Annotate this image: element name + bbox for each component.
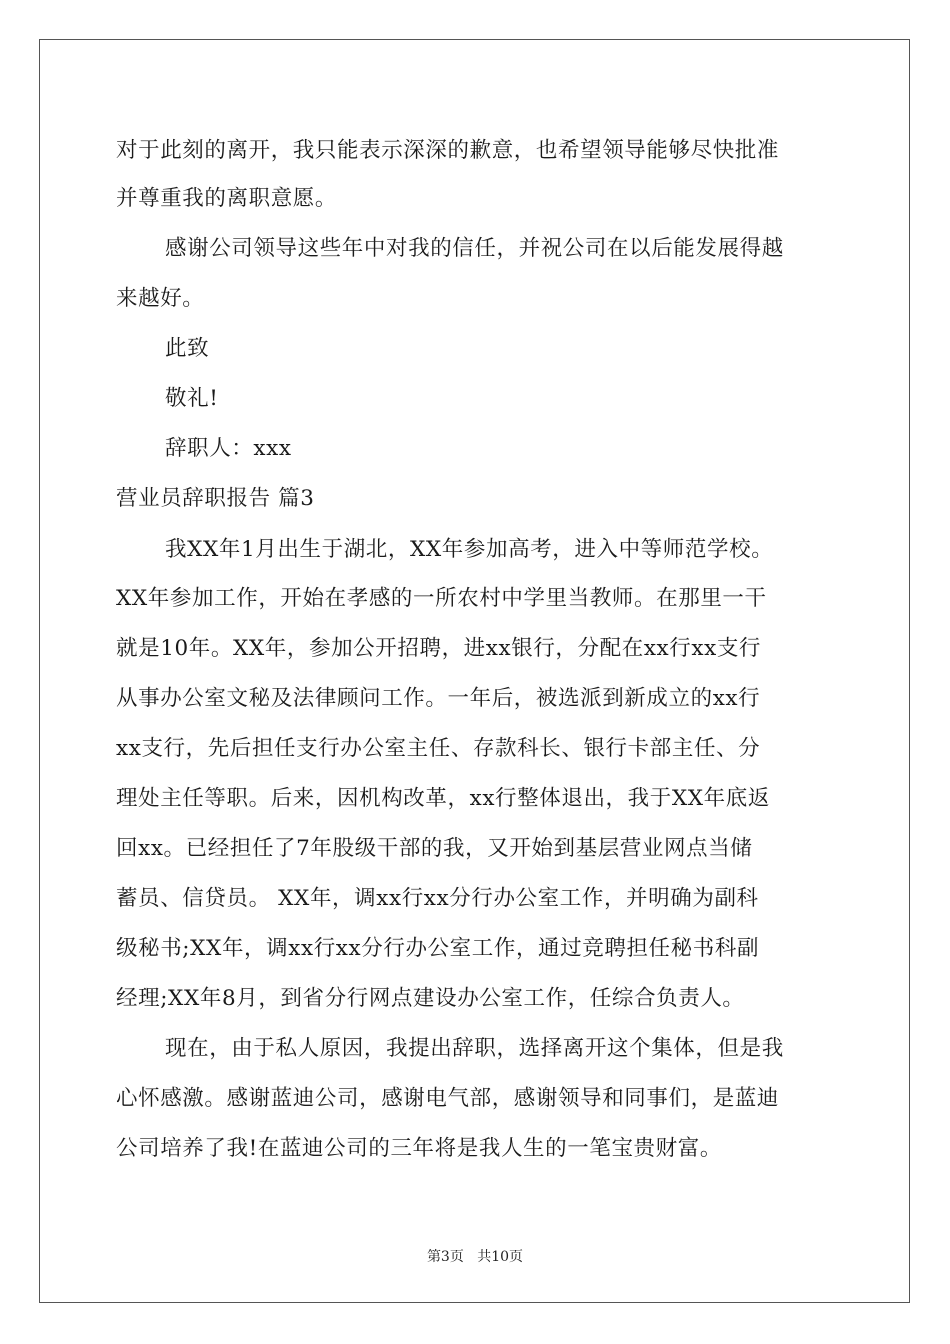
paragraph-line: 理处主任等职。后来，因机构改革，xx行整体退出，我于XX年底返 xyxy=(116,786,770,811)
paragraph-line: 心怀感激。感谢蓝迪公司，感谢电气部，感谢领导和同事们，是蓝迪 xyxy=(116,1086,780,1111)
paragraph-line: 对于此刻的离开，我只能表示深深的歉意，也希望领导能够尽快批准 xyxy=(116,138,780,163)
paragraph-line: 我XX年1月出生于湖北，XX年参加高考，进入中等师范学校。 xyxy=(165,537,774,562)
section-heading: 营业员辞职报告 篇3 xyxy=(116,486,315,511)
signature-line: 辞职人：xxx xyxy=(165,436,292,461)
page-total: 共10页 xyxy=(477,1249,524,1265)
paragraph-line: 蓄员、信贷员。 XX年，调xx行xx分行办公室工作，并明确为副科 xyxy=(116,886,759,911)
paragraph-line: 现在，由于私人原因，我提出辞职，选择离开这个集体，但是我 xyxy=(165,1036,784,1061)
paragraph-line: 感谢公司领导这些年中对我的信任，并祝公司在以后能发展得越 xyxy=(165,236,784,261)
page-footer xyxy=(0,1247,950,1267)
paragraph-line: 经理;XX年8月，到省分行网点建设办公室工作，任综合负责人。 xyxy=(116,986,745,1011)
closing-regards: 敬礼! xyxy=(165,386,219,411)
paragraph-line: XX年参加工作，开始在孝感的一所农村中学里当教师。在那里一干 xyxy=(116,586,767,611)
paragraph-line: 公司培养了我!在蓝迪公司的三年将是我人生的一笔宝贵财富。 xyxy=(116,1136,722,1161)
closing-salutation: 此致 xyxy=(165,336,210,361)
paragraph-line: 从事办公室文秘及法律顾问工作。一年后，被选派到新成立的xx行 xyxy=(116,686,761,711)
paragraph-line: xx支行，先后担任支行办公室主任、存款科长、银行卡部主任、分 xyxy=(116,736,761,761)
paragraph-line: 就是10年。XX年，参加公开招聘，进xx银行，分配在xx行xx支行 xyxy=(116,636,762,661)
paragraph-line: 级秘书;XX年，调xx行xx分行办公室工作，通过竞聘担任秘书科副 xyxy=(116,936,760,961)
paragraph-line: 来越好。 xyxy=(116,286,205,311)
page-number: 第3页 xyxy=(426,1249,464,1265)
paragraph-line: 回xx。已经担任了7年股级干部的我，又开始到基层营业网点当储 xyxy=(116,836,753,861)
paragraph-line: 并尊重我的离职意愿。 xyxy=(116,186,338,211)
